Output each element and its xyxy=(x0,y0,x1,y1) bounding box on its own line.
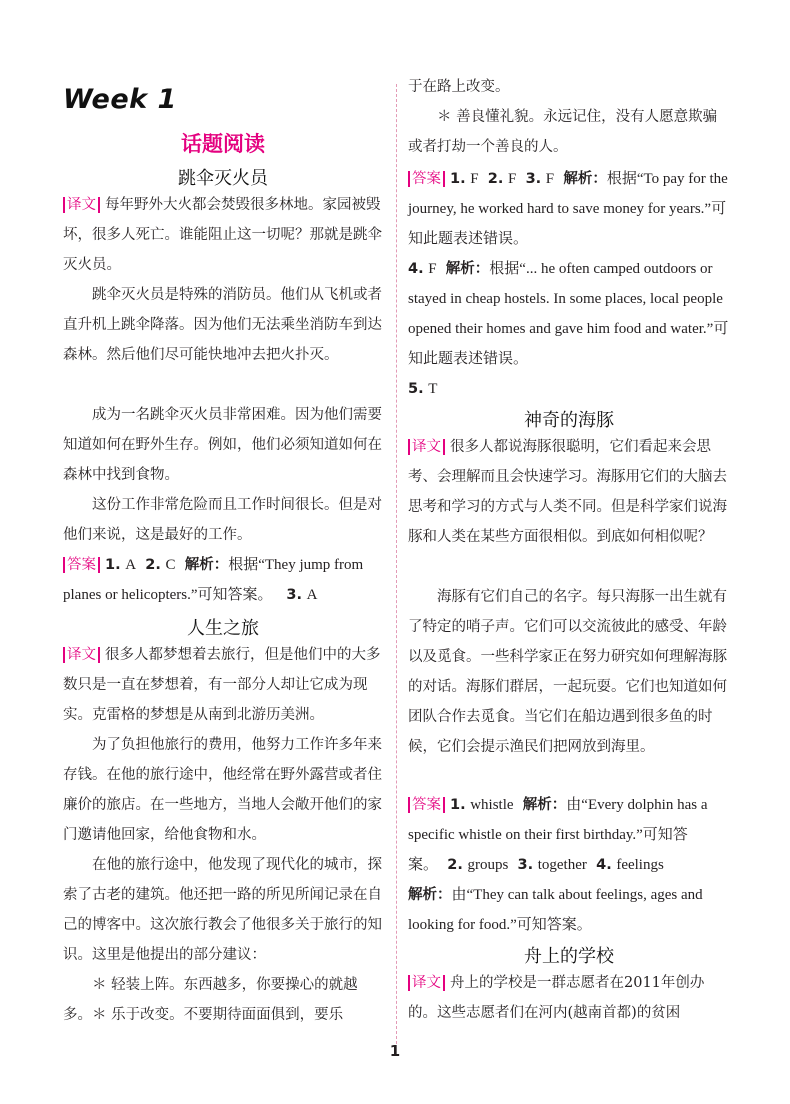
answer-tag: 答案 xyxy=(63,557,100,573)
article-2-translation-p1: 译文 很多人都梦想着去旅行，但是他们中的大多数只是一直在梦想着，有一部分人却让它成为现实。克雷格的梦想是从南到北游历美洲。 xyxy=(63,647,381,723)
page-number: 1 xyxy=(389,1042,401,1060)
translation-tag: 译文 xyxy=(63,197,100,213)
article-3-answers: 答案 1. whistle 解析：由“Every dolphin has a specific whistle on their first birthday.”可知答案。 2. groups 3. together 4. feelings 解析：由“They can talk about feelings, ages and looking for food.”可知答案。 xyxy=(408,797,708,933)
translation-tag: 译文 xyxy=(408,439,445,455)
answer-tag: 答案 xyxy=(408,797,445,813)
translation-tag: 译文 xyxy=(408,975,445,991)
column-divider xyxy=(396,84,397,1044)
article-3-translation-p2: 海豚有它们自己的名字。每只海豚一出生就有了特定的哨子声。它们可以交流彼此的感受、年龄以及觅食。一些科学家正在努力研究如何理解海豚的对话。海豚们群居，一起玩耍。它们也知道如何团队合作去觅食。当它们在船边遇到很多鱼的时候，它们会提示渔民们把网放到海里。 xyxy=(408,589,727,755)
answer-tag: 答案 xyxy=(408,171,445,187)
bullet-item-continued: 于在路上改变。 xyxy=(408,79,510,95)
article-title-2: 人生之旅 xyxy=(187,618,259,639)
article-2-translation-p3: 在他的旅行途中，他发现了现代化的城市，探索了古老的建筑。他还把一路的所见所闻记录在自己的博客中。这次旅行教会了他很多关于旅行的知识。这里是他提出的部分建议： xyxy=(63,857,382,963)
article-title-3: 神奇的海豚 xyxy=(524,410,614,431)
article-title-1: 跳伞灭火员 xyxy=(178,168,268,189)
article-1-translation-p1: 译文 每年野外大火都会焚毁很多林地。家园被毁坏，很多人死亡。谁能阻止这一切呢？那就是跳伞灭火员。 xyxy=(63,197,382,273)
article-1-translation-p2: 跳伞灭火员是特殊的消防员。他们从飞机或者直升机上跳伞降落。因为他们无法乘坐消防车到达森林。然后他们尽可能快地冲去把火扑灭。 xyxy=(63,287,382,363)
bullet-item: ＊ 乐于改变。不要期待面面俱到，要乐 xyxy=(92,1007,344,1023)
article-1-translation-p4: 这份工作非常危险而且工作时间很长。但是对他们来说，这是最好的工作。 xyxy=(63,497,382,543)
article-1-translation-p3: 成为一名跳伞灭火员非常困难。因为他们需要知道如何在野外生存。例如，他们必须知道如何在森林中找到食物。 xyxy=(63,407,382,483)
article-title-4: 舟上的学校 xyxy=(524,946,614,967)
article-2-translation-p2: 为了负担他旅行的费用，他努力工作许多年来存钱。在他的旅行途中，他经常在野外露营或者住廉价的旅店。在一些地方，当地人会敞开他们的家门邀请他回家，给他食物和水。 xyxy=(63,737,382,843)
bullet-item: ＊ 轻装上阵。东西越多，你要操心的就越多。 xyxy=(63,977,358,1023)
article-4-translation-p1: 译文 舟上的学校是一群志愿者在2011年创办的。这些志愿者们在河内(越南首都)的贫困 xyxy=(408,975,705,1021)
translation-tag: 译文 xyxy=(63,647,100,663)
section-title: 话题阅读 xyxy=(181,132,265,156)
article-2-answers: 答案 1. F 2. F 3. F 解析：根据“To pay for the journey, he worked hard to save money for years.”可知此题表述错误。 4. F 解析：根据“... he often camped outdoors or stayed in cheap hostels. In some places, local people opened their homes and gave him food and water.”可知此题表述错误。 5. T xyxy=(408,171,729,397)
article-1-answers: 答案 1. A 2. C 解析：根据“They jump from planes or helicopters.”可知答案。 3. A xyxy=(63,557,364,603)
bullet-item: ＊ 善良懂礼貌。永远记住，没有人愿意欺骗或者打劫一个善良的人。 xyxy=(408,109,718,155)
week-title: Week 1 xyxy=(63,84,177,115)
article-3-translation-p1: 译文 很多人都说海豚很聪明，它们看起来会思考、会理解而且会快速学习。海豚用它们的大脑去思考和学习的方式与人类不同。但是科学家们说海豚和人类在某些方面很相似。到底如何相似呢？ xyxy=(408,439,727,545)
